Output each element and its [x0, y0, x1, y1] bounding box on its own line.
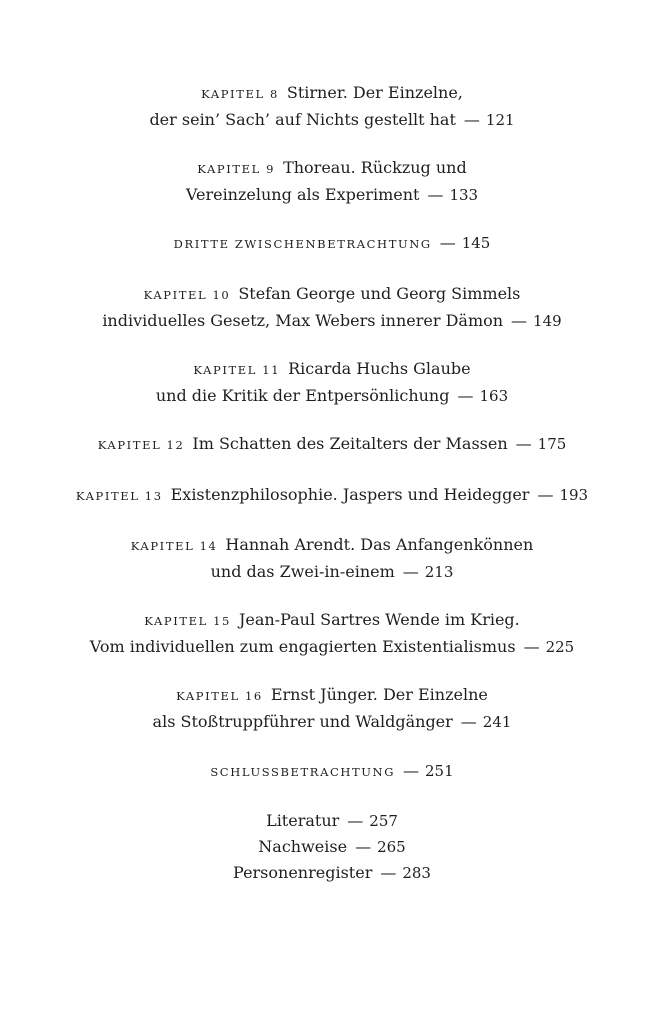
chapter-title-line-1: Stirner. Der Einzelne,: [286, 83, 463, 102]
page-number: 121: [485, 111, 515, 129]
chapter-title-line-2: Vereinzelung als Experiment: [185, 185, 420, 204]
back-matter-title: Literatur: [266, 811, 340, 830]
toc-entry-kapitel-13: [0, 482, 664, 509]
toc-entry-kapitel-12: [0, 431, 664, 458]
toc-entry-schlussbetrachtung: [0, 758, 664, 785]
separator-dash: —: [439, 233, 456, 252]
toc-back-matter: [0, 808, 664, 886]
back-matter-title: Nachweise: [258, 837, 348, 856]
page-number: 225: [545, 638, 575, 656]
toc-entry-kapitel-10: [0, 281, 664, 334]
chapter-title-line-1: Hannah Arendt. Das Anfangenkönnen: [225, 535, 534, 554]
chapter-title-line-2: als Stoßtruppführer und Waldgänger: [152, 712, 453, 731]
chapter-title-line-2: der sein’ Sach’ auf Nichts gestellt hat: [149, 110, 456, 129]
chapter-label: KAPITEL 15: [144, 614, 231, 628]
chapter-label: KAPITEL 9: [197, 162, 276, 176]
page-number: 283: [402, 864, 431, 882]
separator-dash: —: [355, 837, 372, 856]
chapter-label: KAPITEL 12: [97, 438, 185, 452]
chapter-title-line-1: Existenzphilosophie. Jaspers und Heidegger: [170, 485, 530, 504]
back-matter-item-literatur: [0, 808, 664, 834]
chapter-title-line-2: individuelles Gesetz, Max Webers innerer Dämon: [102, 311, 504, 330]
page-number: 265: [377, 838, 406, 856]
toc-entry-kapitel-16: [0, 682, 664, 735]
chapter-label: KAPITEL 13: [75, 489, 163, 503]
separator-dash: —: [347, 811, 364, 830]
separator-dash: —: [537, 485, 554, 504]
toc-entry-kapitel-15: [0, 607, 664, 660]
page-number: 241: [482, 713, 512, 731]
chapter-title-line-2: und die Kritik der Entpersönlichung: [155, 386, 450, 405]
chapter-title-line-1: Ernst Jünger. Der Einzelne: [270, 685, 488, 704]
toc-entry-kapitel-9: [0, 155, 664, 208]
chapter-title-line-1: Stefan George und Georg Simmels: [238, 284, 521, 303]
page-number: 163: [479, 387, 509, 405]
separator-dash: —: [463, 110, 480, 129]
chapter-label: KAPITEL 8: [201, 87, 279, 101]
toc-entry-dritte-zwischenbetrachtung: [0, 230, 664, 257]
separator-dash: —: [515, 434, 532, 453]
section-label: SCHLUSSBETRACHTUNG: [210, 765, 396, 779]
section-label: DRITTE ZWISCHENBETRACHTUNG: [173, 237, 432, 251]
chapter-title-line-1: Im Schatten des Zeitalters der Massen: [192, 434, 508, 453]
chapter-title-line-2: und das Zwei-in-einem: [210, 562, 395, 581]
back-matter-item-personenregister: [0, 860, 664, 886]
separator-dash: —: [380, 863, 397, 882]
chapter-label: KAPITEL 11: [193, 363, 281, 377]
separator-dash: —: [402, 562, 419, 581]
separator-dash: —: [523, 637, 540, 656]
chapter-title-line-1: Thoreau. Rückzug und: [283, 158, 467, 177]
back-matter-title: Personenregister: [233, 863, 373, 882]
separator-dash: —: [427, 185, 444, 204]
back-matter-item-nachweise: [0, 834, 664, 860]
toc-entry-kapitel-11: [0, 356, 664, 409]
page-number: 213: [424, 563, 454, 581]
toc-entry-kapitel-14: [0, 532, 664, 585]
separator-dash: —: [511, 311, 528, 330]
chapter-label: KAPITEL 16: [176, 689, 263, 703]
chapter-title-line-1: Ricarda Huchs Glaube: [288, 359, 471, 378]
page-number: 251: [425, 762, 454, 780]
chapter-title-line-2: Vom individuellen zum engagierten Existentialismus: [89, 637, 516, 656]
chapter-label: KAPITEL 10: [143, 288, 231, 302]
page-number: 133: [449, 186, 479, 204]
separator-dash: —: [403, 761, 420, 780]
page-number: 149: [533, 312, 562, 330]
page-number: 193: [559, 486, 589, 504]
chapter-title-line-1: Jean-Paul Sartres Wende im Krieg.: [238, 610, 520, 629]
page-number: 145: [461, 234, 491, 252]
separator-dash: —: [460, 712, 477, 731]
page-number: 257: [369, 812, 398, 830]
separator-dash: —: [457, 386, 474, 405]
page-number: 175: [537, 435, 567, 453]
toc-entry-kapitel-8: [0, 80, 664, 133]
chapter-label: KAPITEL 14: [130, 539, 218, 553]
